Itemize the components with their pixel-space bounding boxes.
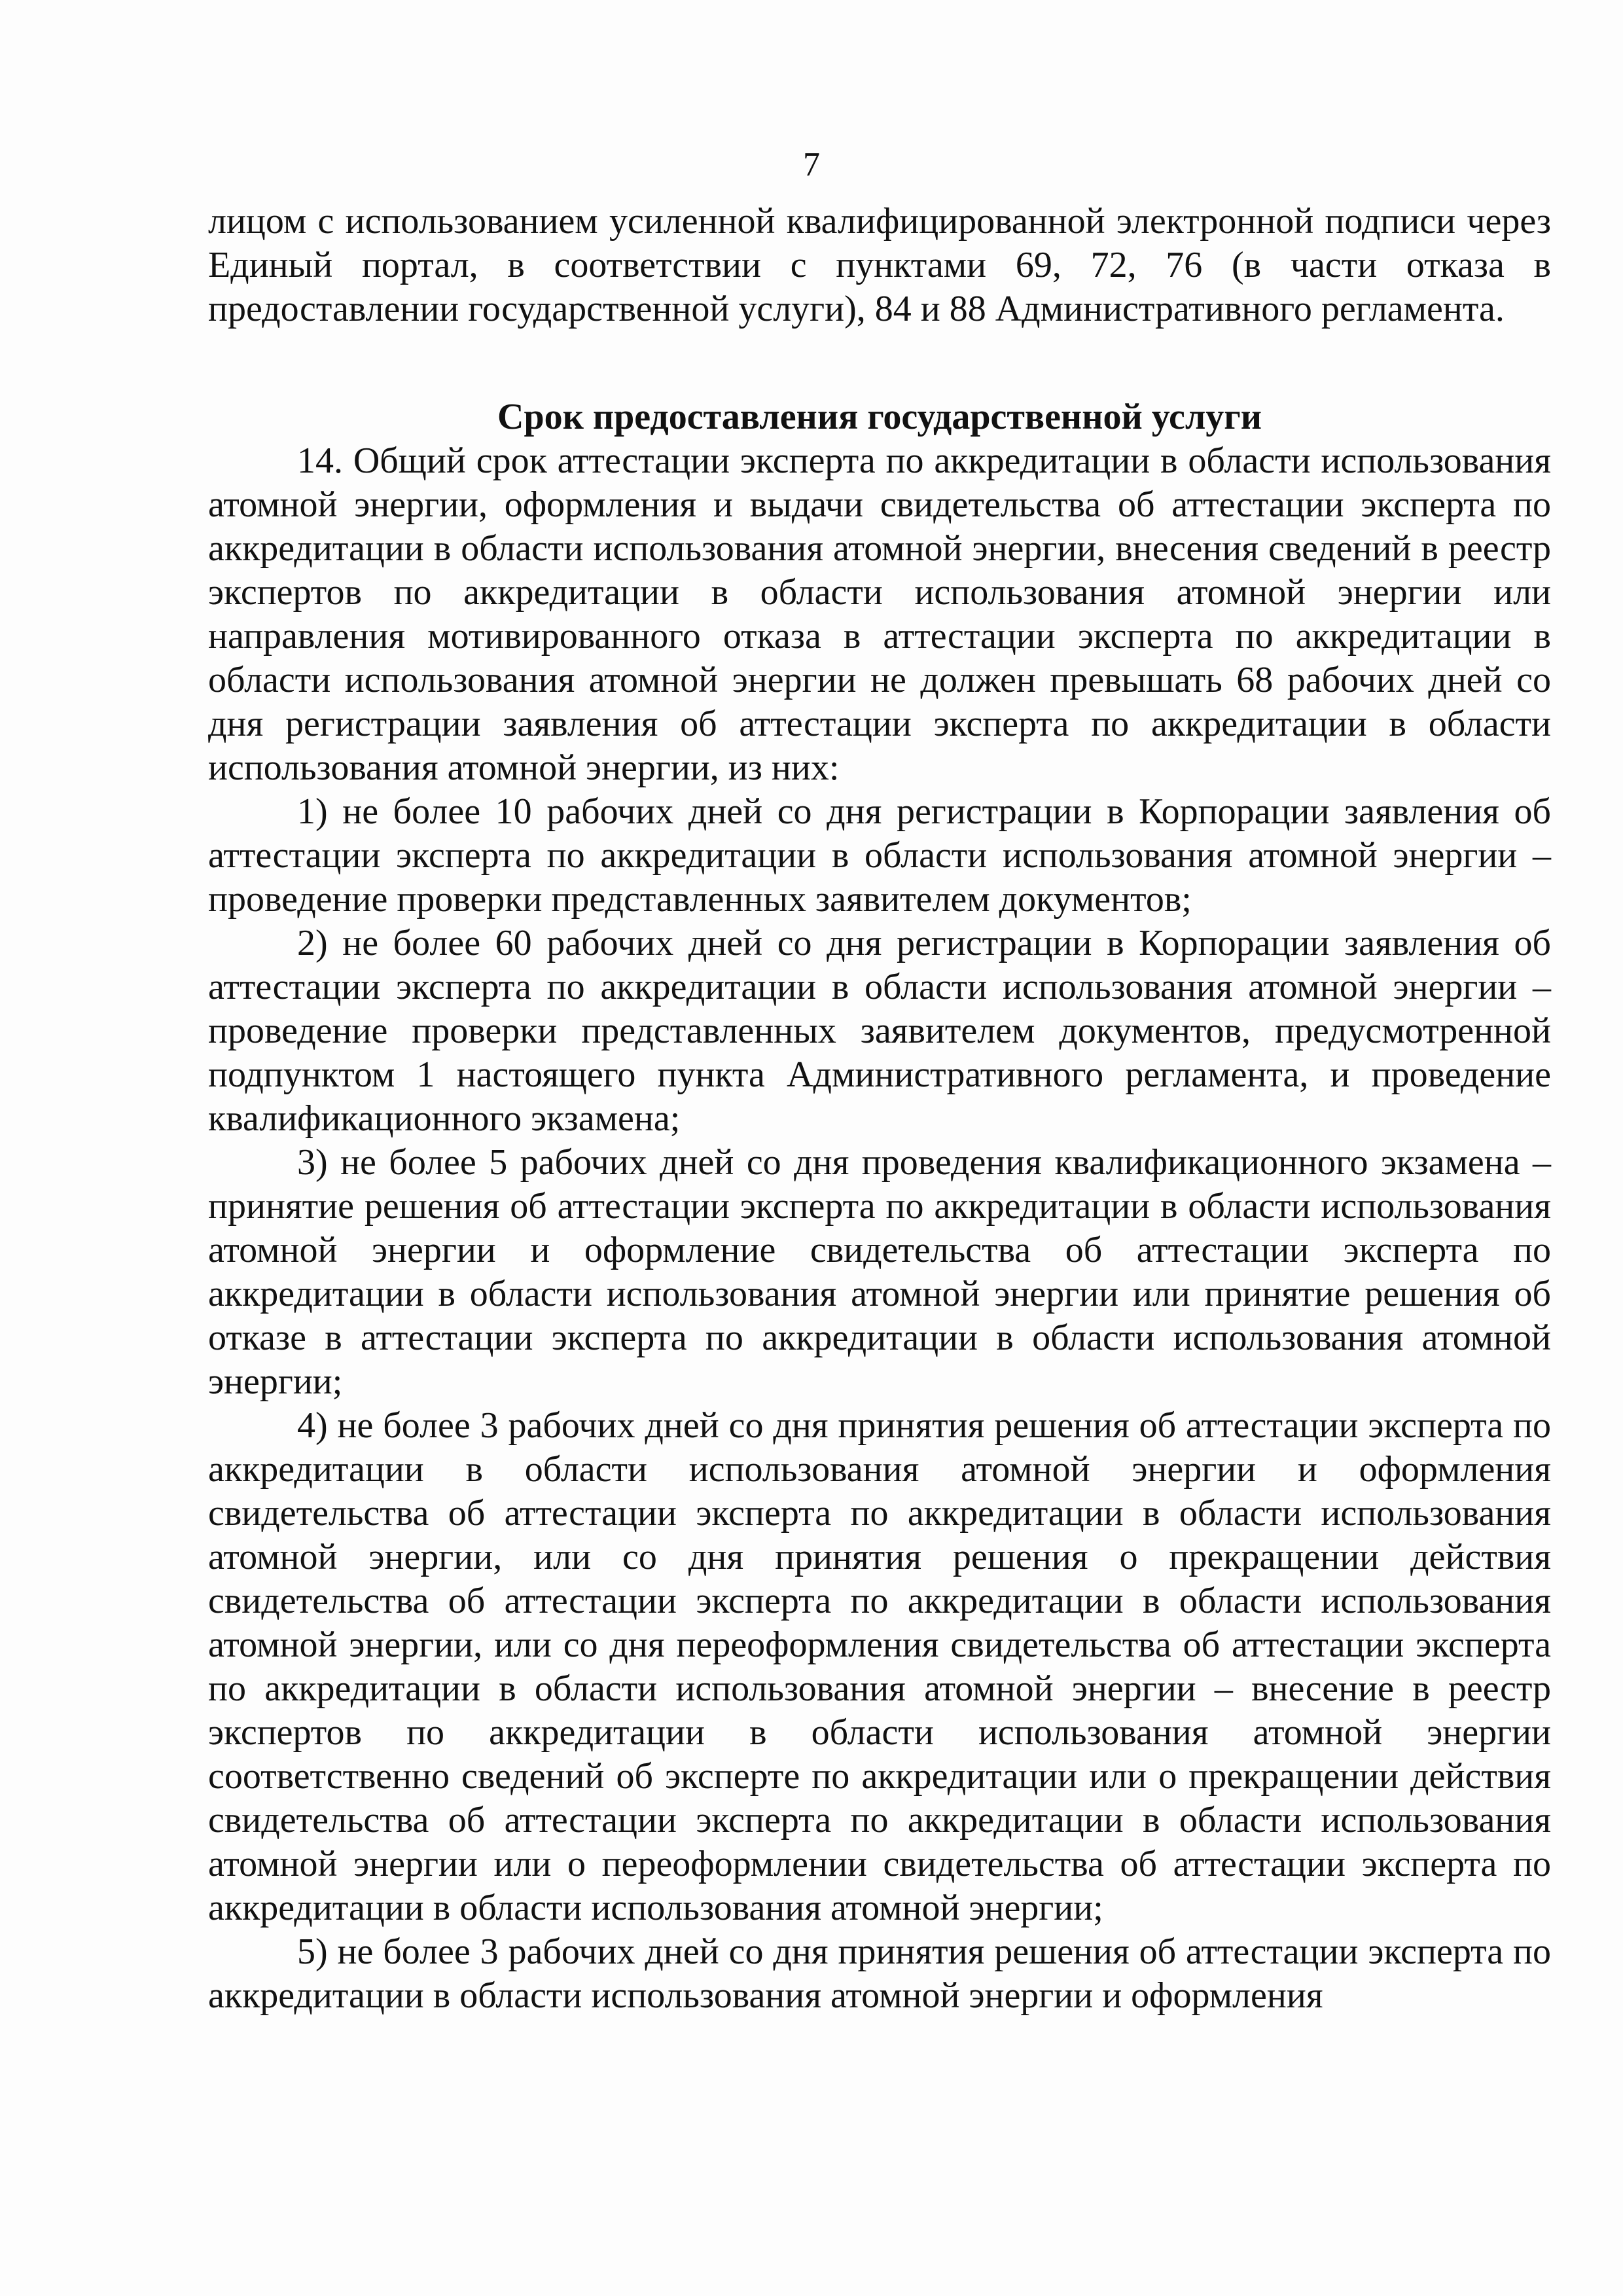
list-item-1: 1) не более 10 рабочих дней со дня регистрации в Корпорации заявления об аттестации эксперта по аккредитации в области использования атомной энергии – проведение проверки представленных заявителем документов; — [208, 791, 1551, 920]
list-item-3: 3) не более 5 рабочих дней со дня проведения квалификационного экзамена – принятие решения об аттестации эксперта по аккредитации в области использования атомной энергии и оформление свидетельства об аттестации эксперта по аккредитации в области использования атомной энергии или принятие решения об отказе в аттестации эксперта по аккредитации в области использования атомной энергии; — [208, 1142, 1551, 1402]
paragraph-14: 14. Общий срок аттестации эксперта по аккредитации в области использования атомной энергии, оформления и выдачи свидетельства об аттестации эксперта по аккредитации в области использования атомной энергии, внесения сведений в реестр экспертов по аккредитации в области использования атомной энергии или направления мотивированного отказа в аттестации эксперта по аккредитации в области использования атомной энергии не должен превышать 68 рабочих дней со дня регистрации заявления об аттестации эксперта по аккредитации в области использования атомной энергии, из них: — [208, 440, 1551, 788]
list-item-4: 4) не более 3 рабочих дней со дня принятия решения об аттестации эксперта по аккредитации в области использования атомной энергии и оформления свидетельства об аттестации эксперта по аккредитации в области использования атомной энергии, или со дня принятия решения о прекращении действия свидетельства об аттестации эксперта по аккредитации в области использования атомной энергии, или со дня переоформления свидетельства об аттестации эксперта по аккредитации в области использования атомной энергии – внесение в реестр экспертов по аккредитации в области использования атомной энергии соответственно сведений об эксперте по аккредитации или о прекращении действия свидетельства об аттестации эксперта по аккредитации в области использования атомной энергии или о переоформлении свидетельства об аттестации эксперта по аккредитации в области использования атомной энергии; — [208, 1405, 1551, 1928]
list-item-2: 2) не более 60 рабочих дней со дня регистрации в Корпорации заявления об аттестации эксперта по аккредитации в области использования атомной энергии – проведение проверки представленных заявителем документов, предусмотренной подпунктом 1 настоящего пункта Административного регламента, и проведение квалификационного экзамена; — [208, 923, 1551, 1139]
list-item-5: 5) не более 3 рабочих дней со дня принятия решения об аттестации эксперта по аккредитации в области использования атомной энергии и оформления — [208, 1931, 1551, 2016]
page-number: 7 — [803, 146, 820, 183]
intro-paragraph: лицом с использованием усиленной квалифицированной электронной подписи через Единый портал, в соответствии с пунктами 69, 72, 76 (в части отказа в предоставлении государственной услуги), 84 и 88 Административного регламента. — [208, 201, 1551, 329]
document-body — [208, 200, 1551, 2018]
section-heading: Срок предоставления государственной услуги — [497, 397, 1262, 437]
